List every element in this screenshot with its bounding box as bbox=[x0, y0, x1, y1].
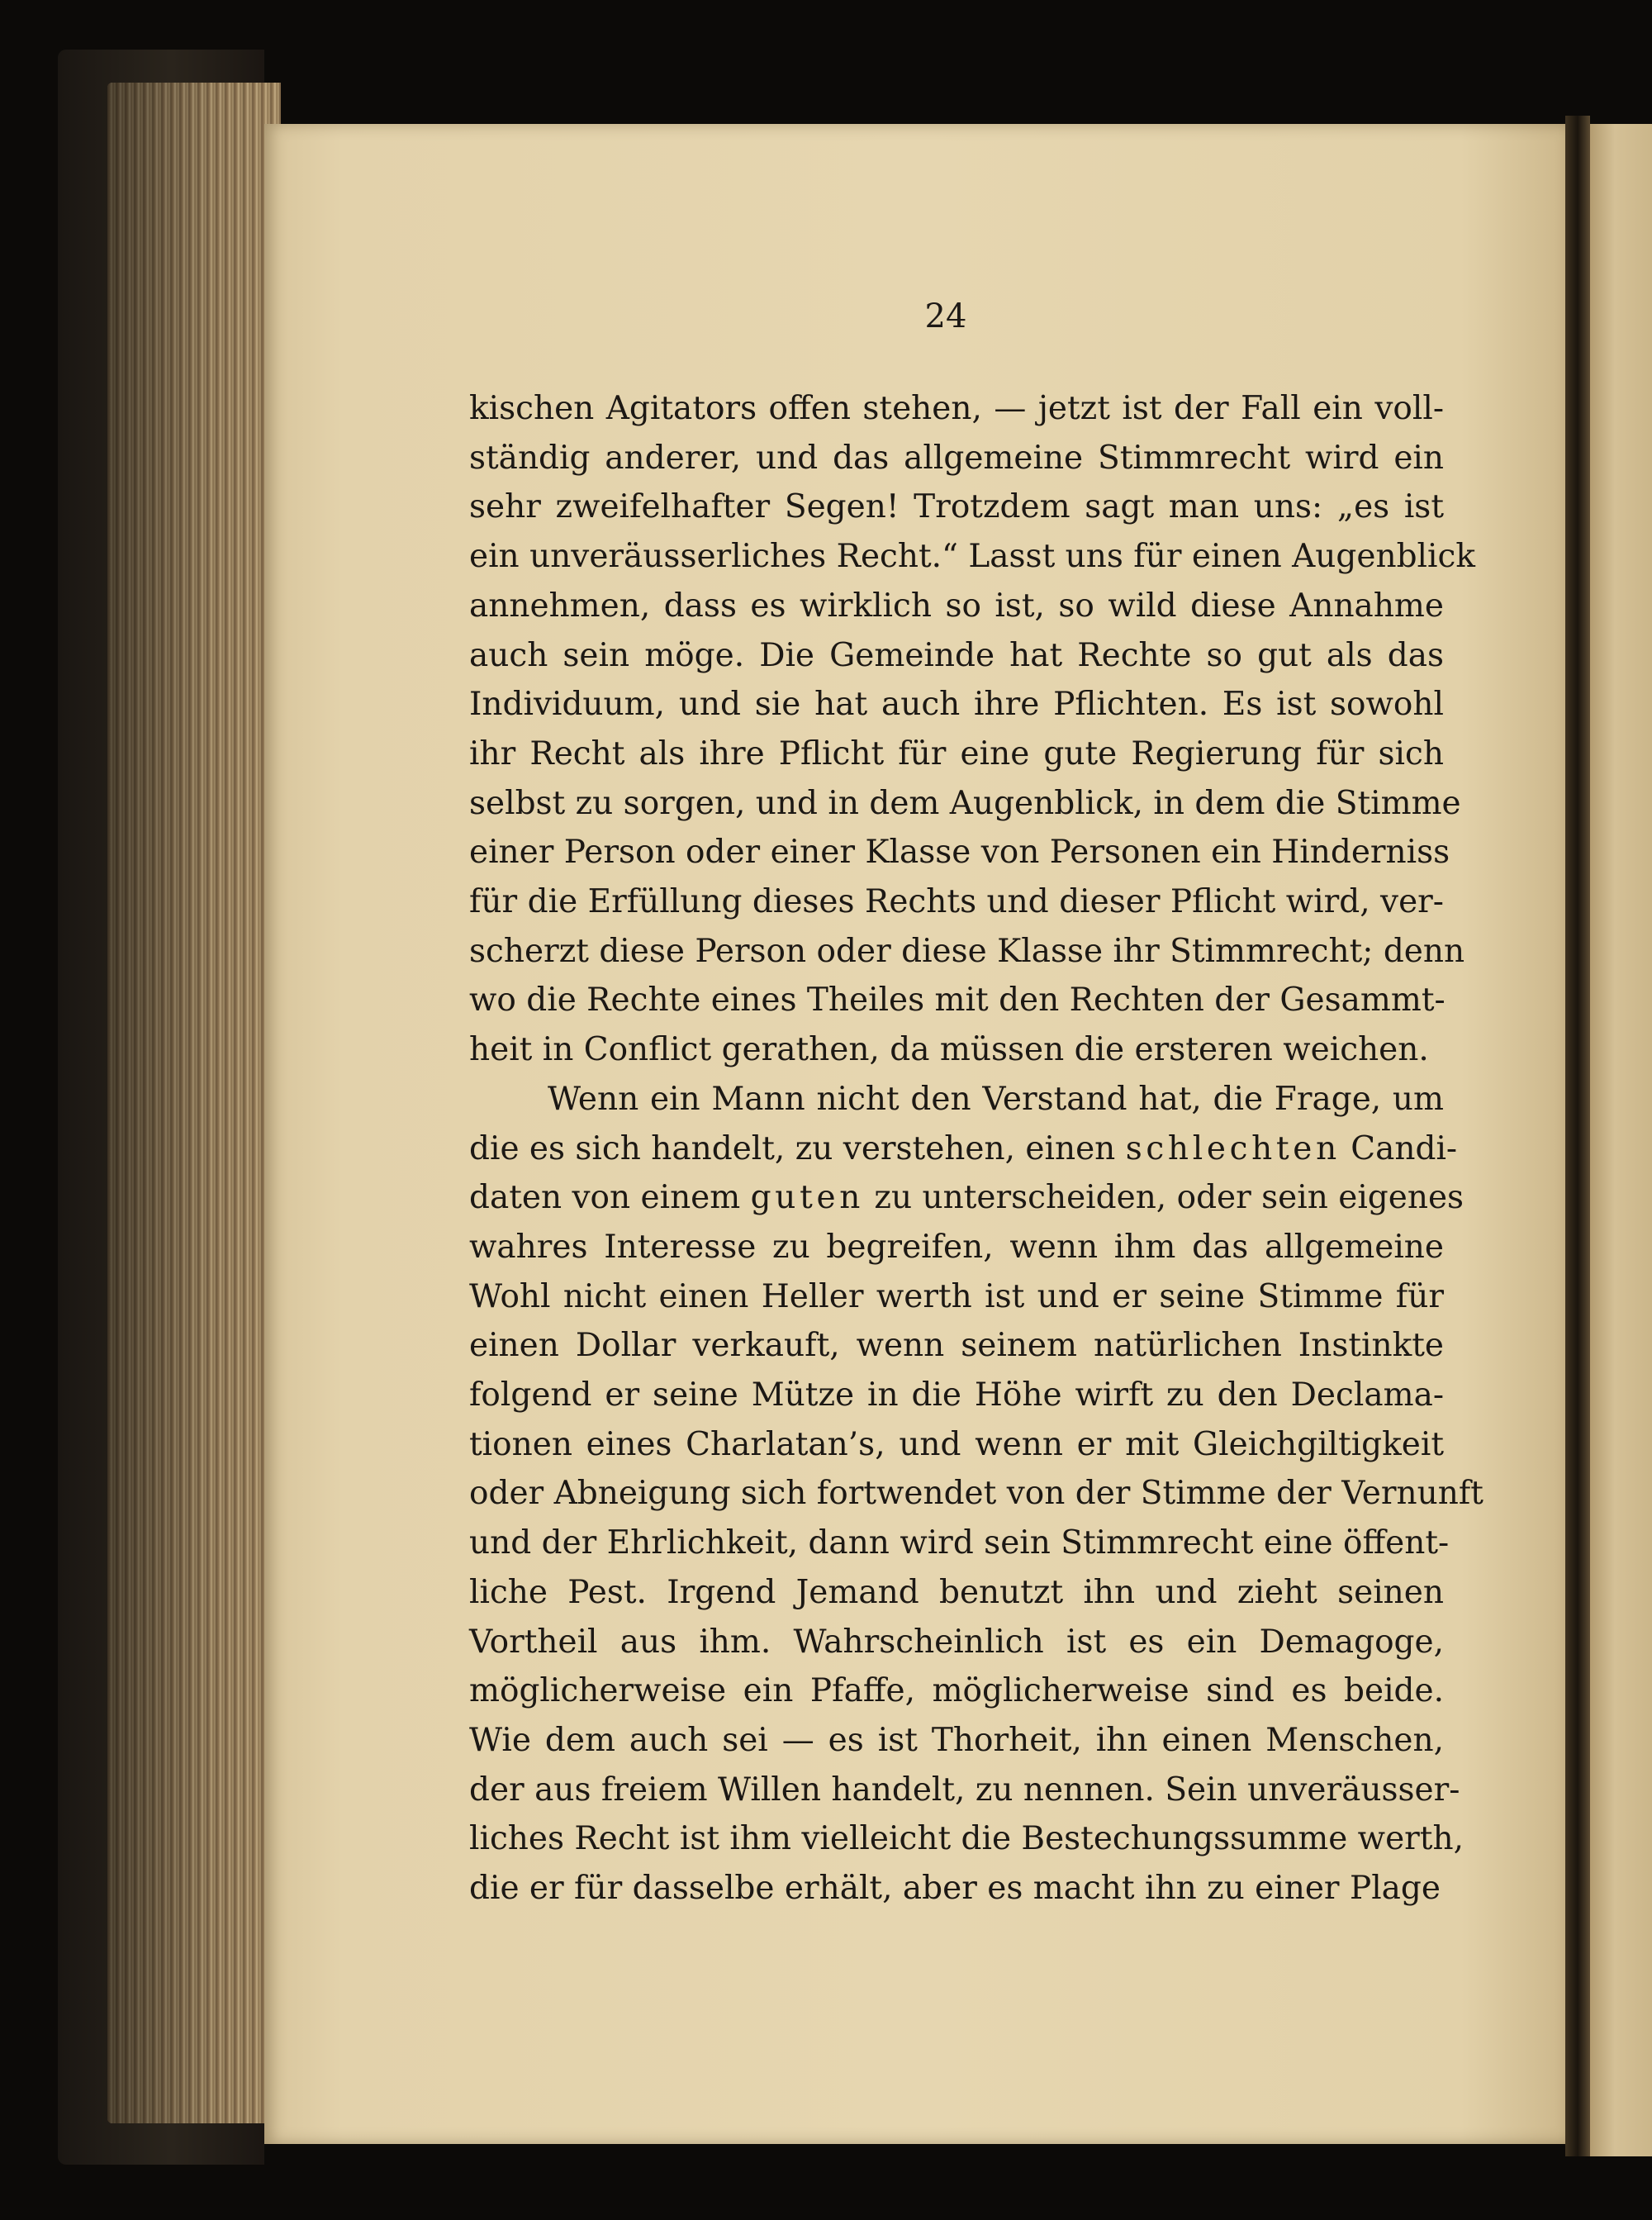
text-line: ein unveräusserliches Recht.“ Lasst uns für einen Augenblick bbox=[469, 538, 1475, 576]
text-line: selbst zu sorgen, und in dem Augenblick, in dem die Stimme bbox=[469, 784, 1461, 822]
text-line: kischen Agitators offen stehen, — jetzt ist der Fall ein voll- bbox=[469, 390, 1444, 427]
text-line: möglicherweise ein Pfaffe, möglicherweise sind es beide. bbox=[469, 1672, 1444, 1710]
text-line: die er für dasselbe erhält, aber es macht ihn zu einer Plage bbox=[469, 1870, 1441, 1908]
text-line: für die Erfüllung dieses Rechts und dieser Pflicht wird, ver- bbox=[469, 883, 1444, 921]
spaced-emphasis: schlechten bbox=[1125, 1129, 1341, 1167]
spaced-emphasis: guten bbox=[750, 1179, 865, 1217]
text-line: ständig anderer, und das allgemeine Stimmrecht wird ein bbox=[469, 439, 1444, 477]
paragraph-2 bbox=[469, 1075, 1483, 1913]
page-number: 24 bbox=[924, 297, 967, 335]
text-line: liches Recht ist ihm vielleicht die Bestechungssumme werth, bbox=[469, 1820, 1464, 1858]
text-segment: die es sich handelt, zu verstehen, einen bbox=[469, 1129, 1116, 1167]
text-line: einer Person oder einer Klasse von Personen ein Hinderniss bbox=[469, 834, 1450, 872]
text-segment: daten von einem bbox=[469, 1179, 741, 1217]
text-line: tionen eines Charlatan’s, und wenn er mit Gleichgiltigkeit bbox=[469, 1425, 1444, 1463]
text-line: Wenn ein Mann nicht den Verstand hat, die Frage, um bbox=[548, 1080, 1444, 1118]
text-line: folgend er seine Mütze in die Höhe wirft zu den Declama- bbox=[469, 1376, 1444, 1414]
text-line: Wie dem auch sei — es ist Thorheit, ihn einen Menschen, bbox=[469, 1721, 1444, 1759]
text-line: und der Ehrlichkeit, dann wird sein Stimmrecht eine öffent- bbox=[469, 1524, 1450, 1562]
facing-page-edge bbox=[1590, 124, 1652, 2156]
text-line: der aus freiem Willen handelt, zu nennen. Sein unveräusser- bbox=[469, 1771, 1460, 1809]
text-line: wo die Rechte eines Theiles mit den Rechten der Gesammt- bbox=[469, 982, 1446, 1020]
text-line: Wohl nicht einen Heller werth ist und er seine Stimme für bbox=[469, 1277, 1444, 1315]
text-line: scherzt diese Person oder diese Klasse ihr Stimmrecht; denn bbox=[469, 932, 1465, 970]
text-line: oder Abneigung sich fortwendet von der Stimme der Vernunft bbox=[469, 1475, 1483, 1513]
page-text bbox=[469, 384, 1483, 1913]
text-line: annehmen, dass es wirklich so ist, so wild diese Annahme bbox=[469, 587, 1444, 625]
text-line: einen Dollar verkauft, wenn seinem natürlichen Instinkte bbox=[469, 1327, 1444, 1365]
text-line: liche Pest. Irgend Jemand benutzt ihn und zieht seinen bbox=[469, 1573, 1444, 1611]
text-line: Individuum, und sie hat auch ihre Pflichten. Es ist sowohl bbox=[469, 686, 1444, 724]
text-line bbox=[469, 1124, 1458, 1174]
book-gutter bbox=[1565, 116, 1590, 2156]
text-line: heit in Conflict gerathen, da müssen die ersteren weichen. bbox=[469, 1031, 1429, 1069]
text-line bbox=[469, 1173, 1464, 1223]
page-edges-shadow bbox=[107, 83, 281, 2123]
text-line: sehr zweifelhafter Segen! Trotzdem sagt man uns: „es ist bbox=[469, 488, 1444, 526]
paragraph-1 bbox=[469, 384, 1475, 1075]
text-line: wahres Interesse zu begreifen, wenn ihm das allgemeine bbox=[469, 1228, 1444, 1266]
text-segment: zu unterscheiden, oder sein eigenes bbox=[874, 1179, 1464, 1217]
text-segment: Candi- bbox=[1351, 1129, 1458, 1167]
text-line: auch sein möge. Die Gemeinde hat Rechte so gut als das bbox=[469, 636, 1444, 674]
text-line: ihr Recht als ihre Pflicht für eine gute Regierung für sich bbox=[469, 734, 1444, 772]
text-line: Vortheil aus ihm. Wahrscheinlich ist es ein Demagoge, bbox=[469, 1623, 1444, 1661]
